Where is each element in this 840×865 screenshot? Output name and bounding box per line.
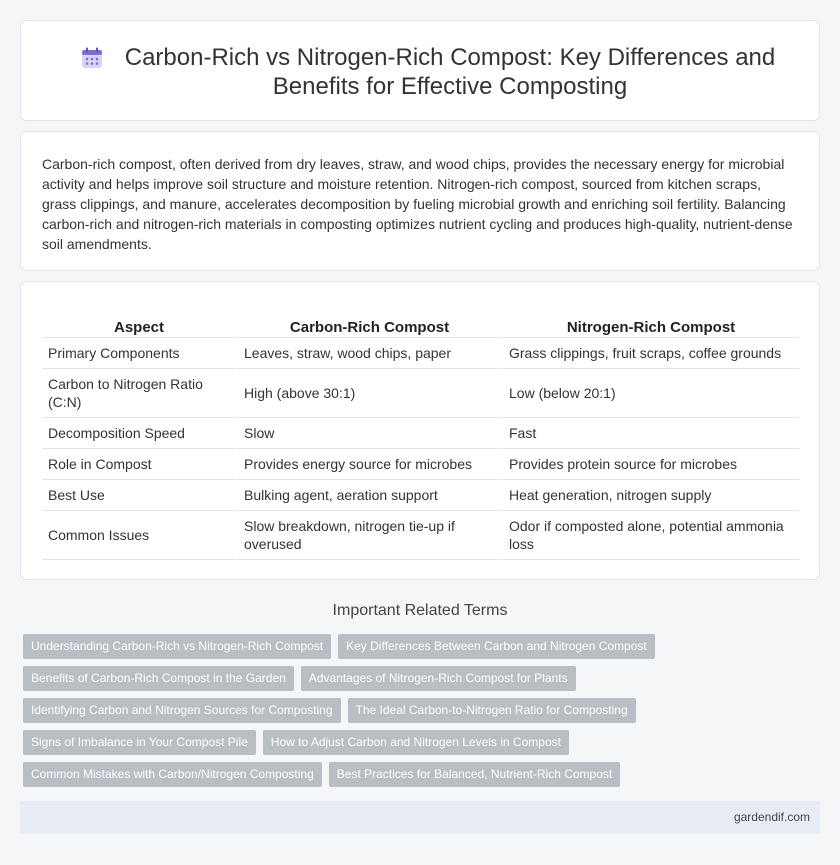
tag-row (23, 762, 823, 787)
table-cell: Leaves, straw, wood chips, paper (236, 338, 501, 369)
table-cell: High (above 30:1) (236, 369, 501, 418)
table-row (42, 511, 799, 560)
intro-paragraph: Carbon-rich compost, often derived from dry leaves, straw, and wood chips, provides the necessary energy for microbial activity and helps improve soil structure and moisture retention. Nitrogen-rich compost, sourced from kitchen scraps, grass clippings, and manure, accelerates decomposition by fueling microbial growth and enriching soil fertility. Balancing carbon-rich and nitrogen-rich materials in composting optimizes nutrient cycling and produces high-quality, nutrient-dense soil amendments. (42, 156, 793, 252)
table-cell: Bulking agent, aeration support (236, 480, 501, 511)
table-cell: Carbon to Nitrogen Ratio (C:N) (42, 369, 236, 418)
intro-card (20, 131, 820, 271)
table-cell: Slow breakdown, nitrogen tie-up if overused (236, 511, 501, 560)
comparison-table (42, 316, 799, 560)
comparison-table-card (20, 281, 820, 580)
tag-row (23, 730, 823, 755)
table-row (42, 480, 799, 511)
header-aspect: Aspect (42, 316, 236, 338)
table-row (42, 418, 799, 449)
related-term-link[interactable]: The Ideal Carbon-to-Nitrogen Ratio for Composting (348, 698, 636, 723)
table-header-row (42, 316, 799, 338)
page-title: Carbon-Rich vs Nitrogen-Rich Compost: Key Differences and Benefits for Effective Composting (124, 44, 776, 100)
footer (20, 801, 820, 834)
tag-row (23, 666, 823, 691)
table-cell: Heat generation, nitrogen supply (501, 480, 799, 511)
table-cell: Provides energy source for microbes (236, 449, 501, 480)
table-cell: Primary Components (42, 338, 236, 369)
table-cell: Low (below 20:1) (501, 369, 799, 418)
header-carbon-rich: Carbon-Rich Compost (236, 316, 501, 338)
footer-site-link[interactable]: gardendif.com (733, 810, 810, 824)
related-term-link[interactable]: Common Mistakes with Carbon/Nitrogen Composting (23, 762, 322, 787)
table-cell: Fast (501, 418, 799, 449)
tag-row (23, 634, 823, 659)
related-term-link[interactable]: Benefits of Carbon-Rich Compost in the Garden (23, 666, 294, 691)
related-term-link[interactable]: Advantages of Nitrogen-Rich Compost for Plants (301, 666, 576, 691)
table-cell: Role in Compost (42, 449, 236, 480)
table-cell: Provides protein source for microbes (501, 449, 799, 480)
related-term-link[interactable]: Best Practices for Balanced, Nutrient-Rich Compost (329, 762, 620, 787)
table-cell: Best Use (42, 480, 236, 511)
table-cell: Slow (236, 418, 501, 449)
title-card (20, 20, 820, 121)
table-cell: Odor if composted alone, potential ammonia loss (501, 511, 799, 560)
table-cell: Decomposition Speed (42, 418, 236, 449)
related-term-link[interactable]: Understanding Carbon-Rich vs Nitrogen-Rich Compost (23, 634, 331, 659)
related-terms-title: Important Related Terms (332, 602, 508, 619)
related-terms-list (23, 634, 823, 794)
table-cell: Grass clippings, fruit scraps, coffee grounds (501, 338, 799, 369)
header-nitrogen-rich: Nitrogen-Rich Compost (501, 316, 799, 338)
related-term-link[interactable]: Signs of Imbalance in Your Compost Pile (23, 730, 256, 755)
tag-row (23, 698, 823, 723)
related-term-link[interactable]: Identifying Carbon and Nitrogen Sources for Composting (23, 698, 341, 723)
table-row (42, 449, 799, 480)
table-row (42, 338, 799, 369)
table-cell: Common Issues (42, 511, 236, 560)
related-term-link[interactable]: How to Adjust Carbon and Nitrogen Levels in Compost (263, 730, 569, 755)
related-term-link[interactable]: Key Differences Between Carbon and Nitrogen Compost (338, 634, 655, 659)
table-row (42, 369, 799, 418)
